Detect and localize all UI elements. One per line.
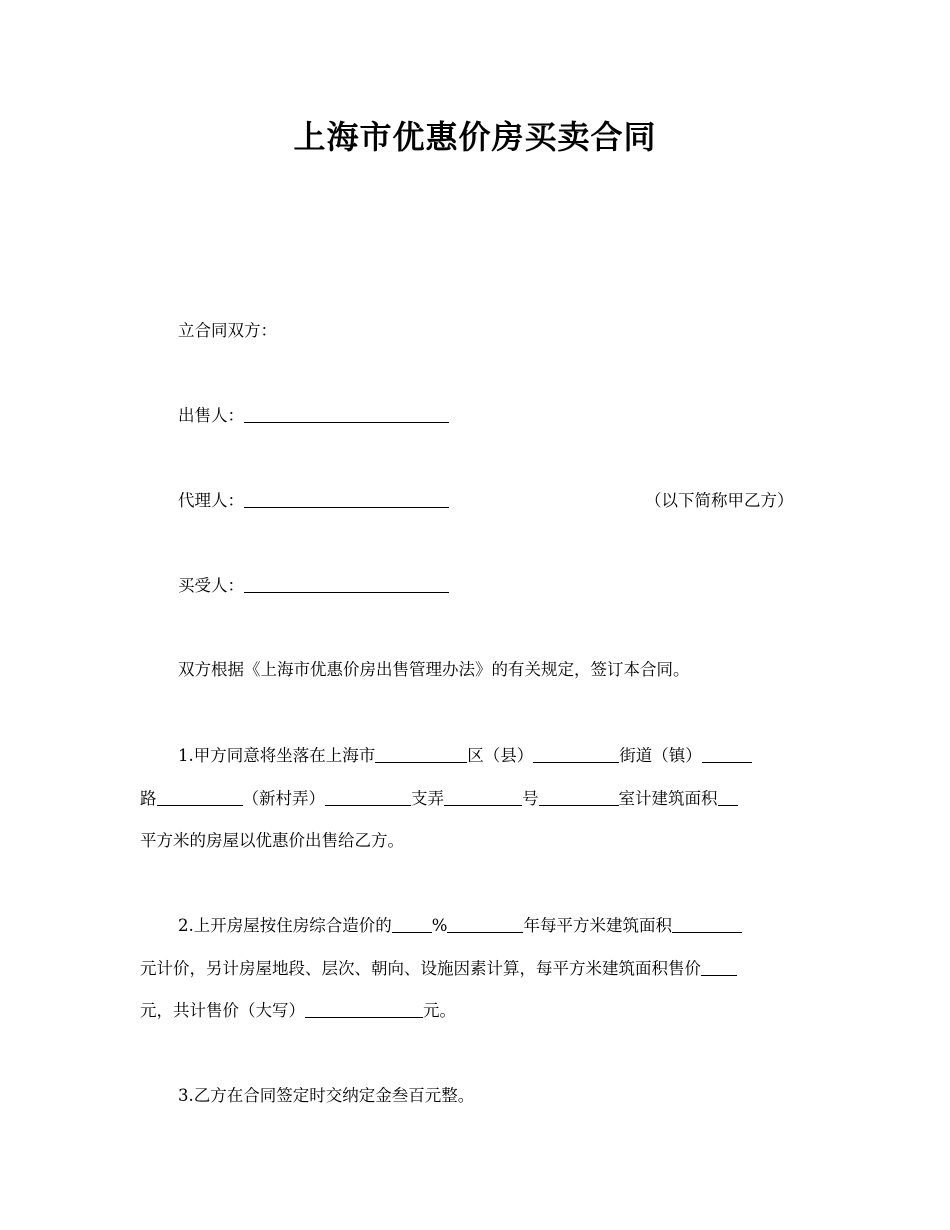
clause1-text-h: 室计建筑面积 [618,789,718,808]
agent-note: （以下简称甲乙方） [645,491,794,510]
clause1-text-f: 支弄 [411,789,444,808]
sublane-blank [444,789,522,806]
clause1-text-b: 区（县） [467,746,534,765]
clause2-line1 [178,915,742,937]
clause1-text-c: 街道（镇） [619,746,702,765]
clause2-text-a: 2.上开房屋按住房综合造价的 [178,916,392,935]
unit-price-blank [701,959,737,976]
street-blank [533,746,619,763]
clause2-line2 [140,958,737,980]
clause2-text-f: 元。 [423,1001,456,1020]
seller-label: 出售人： [178,406,244,425]
clause1-line3: 平方米的房屋以优惠价出售给乙方。 [140,831,404,850]
agent-line [178,490,449,512]
clause2-text-b: % [431,916,448,935]
percent-blank [392,916,432,933]
buyer-line [178,575,449,597]
clause2-line3 [140,1000,456,1022]
clause2-text-e: 元，共计售价（大写） [140,1001,305,1020]
document-title: 上海市优惠价房买卖合同 [293,118,657,156]
clause1-text-g: 号 [522,789,539,808]
seller-blank [244,406,449,423]
number-blank [539,789,619,806]
clause1-text-d: 路 [140,789,157,808]
clause2-text-c: 年每平方米建筑面积 [523,916,672,935]
district-blank [375,746,467,763]
room-blank [718,789,738,806]
clause1-text-a: 1.甲方同意将坐落在上海市 [178,746,376,765]
agent-blank [244,491,449,508]
year-blank [447,916,523,933]
unit-cost-blank [672,916,742,933]
seller-line [178,405,449,427]
clause2-text-d: 元计价，另计房屋地段、层次、朝向、设施因素计算，每平方米建筑面积售价 [140,959,701,978]
lane-blank [325,789,411,806]
buyer-label: 买受人： [178,576,244,595]
agent-label: 代理人： [178,491,244,510]
clause3-paragraph: 3.乙方在合同签定时交纳定金叁百元整。 [178,1086,475,1105]
buyer-blank [244,576,449,593]
clause1-line2 [140,788,738,810]
road-name-blank [157,789,243,806]
parties-heading: 立合同双方： [178,321,277,340]
total-price-blank [305,1001,423,1018]
basis-paragraph: 双方根据《上海市优惠价房出售管理办法》的有关规定，签订本合同。 [178,660,690,679]
clause1-text-e: （新村弄） [242,789,325,808]
clause1-line1 [178,745,752,767]
road-blank [702,746,752,763]
